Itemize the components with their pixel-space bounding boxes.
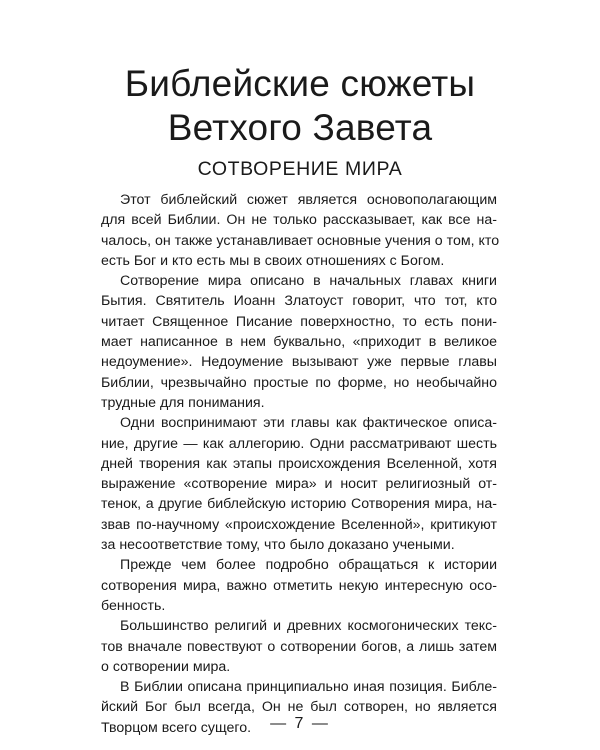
paragraph-line: сотворения мира, важно отметить некую интересную осо- — [101, 577, 497, 594]
paragraph-line: читает Священное Писание поверхностно, то есть пони- — [101, 313, 497, 330]
paragraph-line: недоумение». Недоумение вызывают уже первые главы — [101, 354, 497, 371]
paragraph-line: Большинство религий и древних космогонических текс- — [120, 618, 497, 635]
paragraph-line: тов вначале повествуют о сотворении богов, а лишь затем — [101, 638, 497, 655]
paragraph-line: есть Бог и кто есть мы в своих отношениях с Богом. — [101, 252, 445, 269]
paragraph-line: для всей Библии. Он не только рассказывает, как все на- — [101, 212, 497, 229]
paragraph-line: ние, другие — как аллегорию. Одни рассматривают шесть — [101, 435, 497, 452]
page-title — [0, 62, 600, 150]
paragraph-line: за несоответствие тому, что было доказано учеными. — [101, 537, 455, 554]
paragraph-line: дней творения как этапы происхождения Вселенной, хотя — [101, 455, 497, 472]
paragraph-line: В Библии описана принципиально иная позиция. Библе- — [120, 679, 497, 696]
paragraph — [101, 616, 497, 677]
paragraph-line: Одни воспринимают эти главы как фактическое описа- — [120, 415, 497, 432]
paragraph — [101, 190, 500, 271]
paragraph-line: трудные для понимания. — [101, 394, 265, 411]
page-number: — 7 — — [270, 715, 330, 732]
paragraph — [101, 413, 497, 555]
paragraph-line: йский Бог был всегда, Он не был сотворен, но является — [101, 699, 497, 716]
paragraph — [101, 555, 497, 616]
paragraph-line: звав по-научному «происхождение Вселенной», критикуют — [101, 516, 497, 533]
paragraph-line: о сотворении мира. — [101, 658, 231, 675]
paragraph-line: бенность. — [101, 597, 166, 614]
paragraph-line: Библии, чрезвычайно простые по форме, но необычайно — [101, 374, 497, 391]
paragraph-line: Бытия. Святитель Иоанн Златоуст говорит, что тот, кто — [101, 293, 497, 310]
paragraph-line: чалось, он также устанавливает основные учения о том, кто — [101, 232, 500, 249]
body-text — [101, 190, 500, 738]
paragraph-line: мает написанное в нем буквально, «приходит в великое — [101, 334, 497, 351]
paragraph — [101, 271, 497, 413]
paragraph-line: Этот библейский сюжет является основополагающим — [120, 192, 497, 208]
page-title-line-1: Библейские сюжеты — [124, 63, 476, 104]
page-title-line-2: Ветхого Завета — [167, 107, 433, 148]
paragraph-line: тенок, а другие библейскую историю Сотворения мира, на- — [101, 496, 497, 513]
paragraph-line: Творцом всего сущего. — [101, 719, 252, 736]
section-heading: СОТВОРЕНИЕ МИРА — [197, 158, 403, 180]
paragraph-line: Сотворение мира описано в начальных главах книги — [120, 273, 497, 290]
paragraph-line: выражение «сотворение мира» и носит религиозный от- — [101, 476, 497, 493]
paragraph-line: Прежде чем более подробно обращаться к истории — [120, 557, 497, 574]
